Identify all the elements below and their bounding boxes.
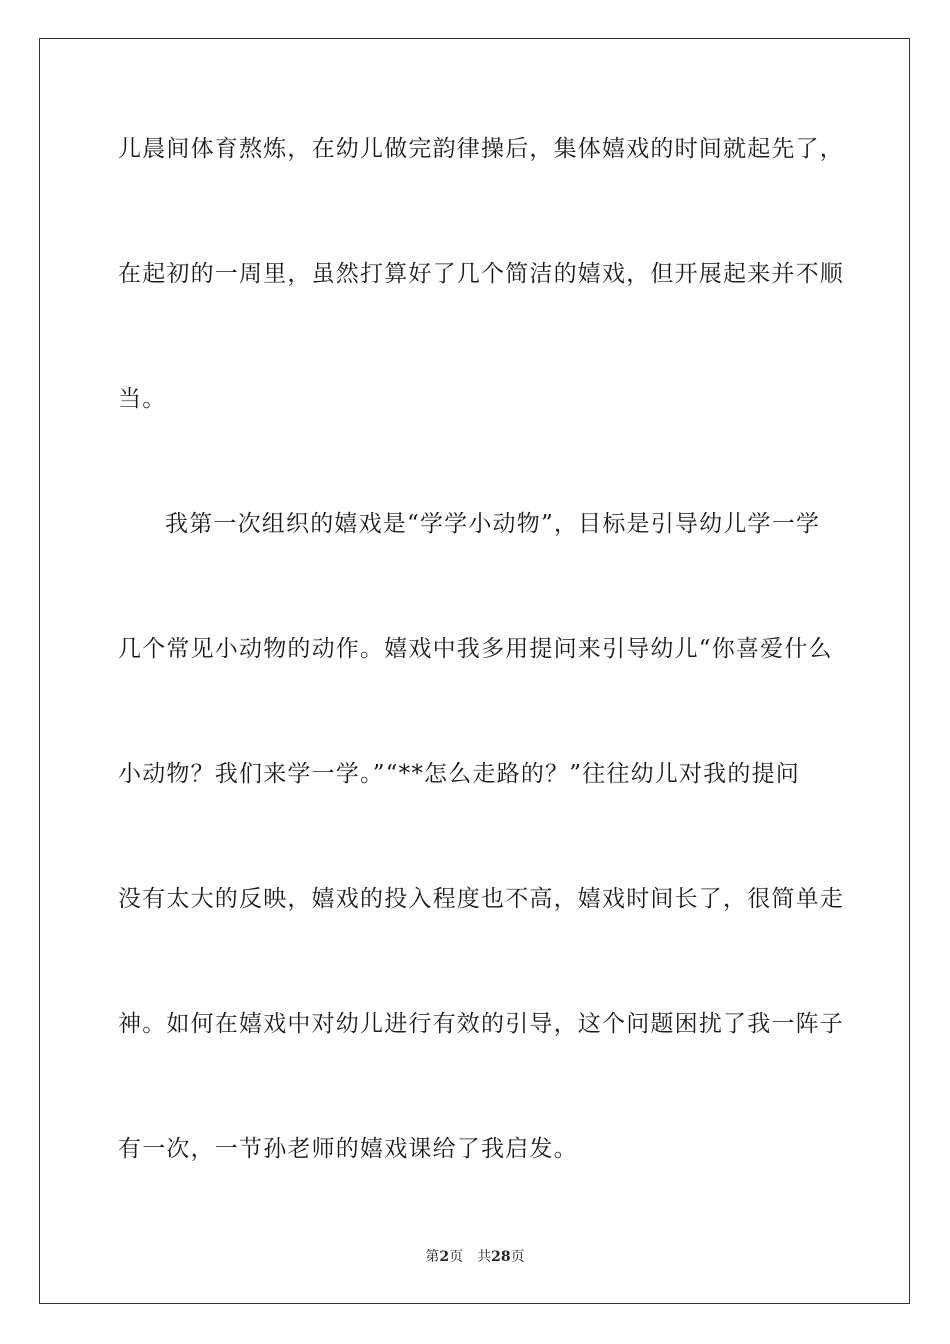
page-prefix: 第 — [425, 1249, 440, 1265]
paragraph-line: 有一次，一节孙老师的嬉戏课给了我启发。 — [118, 1136, 578, 1162]
page-footer — [0, 1246, 950, 1266]
total-pages: 28 — [491, 1249, 511, 1265]
paragraph-line: 神。如何在嬉戏中对幼儿进行有效的引导，这个问题困扰了我一阵子 — [118, 1011, 844, 1037]
paragraph-line: 当。 — [118, 386, 167, 412]
paragraph-line: 在起初的一周里，虽然打算好了几个简洁的嬉戏，但开展起来并不顺 — [118, 261, 844, 287]
page-border — [39, 38, 910, 1304]
total-suffix: 页 — [510, 1249, 525, 1265]
paragraph-line-indented: 我第一次组织的嬉戏是“学学小动物”，目标是引导幼儿学一学 — [165, 511, 821, 537]
page-suffix: 页 — [449, 1249, 464, 1265]
paragraph-line: 没有太大的反映，嬉戏的投入程度也不高，嬉戏时间长了，很简单走 — [118, 886, 844, 912]
total-prefix: 共 — [477, 1249, 492, 1265]
paragraph-line: 儿晨间体育熬炼，在幼儿做完韵律操后，集体嬉戏的时间就起先了， — [118, 136, 844, 162]
paragraph-line: 几个常见小动物的动作。嬉戏中我多用提问来引导幼儿“你喜爱什么 — [118, 636, 833, 662]
page-number: 2 — [439, 1249, 450, 1265]
paragraph-line: 小动物？我们来学一学。”“**怎么走路的？”往往幼儿对我的提问 — [118, 761, 800, 787]
